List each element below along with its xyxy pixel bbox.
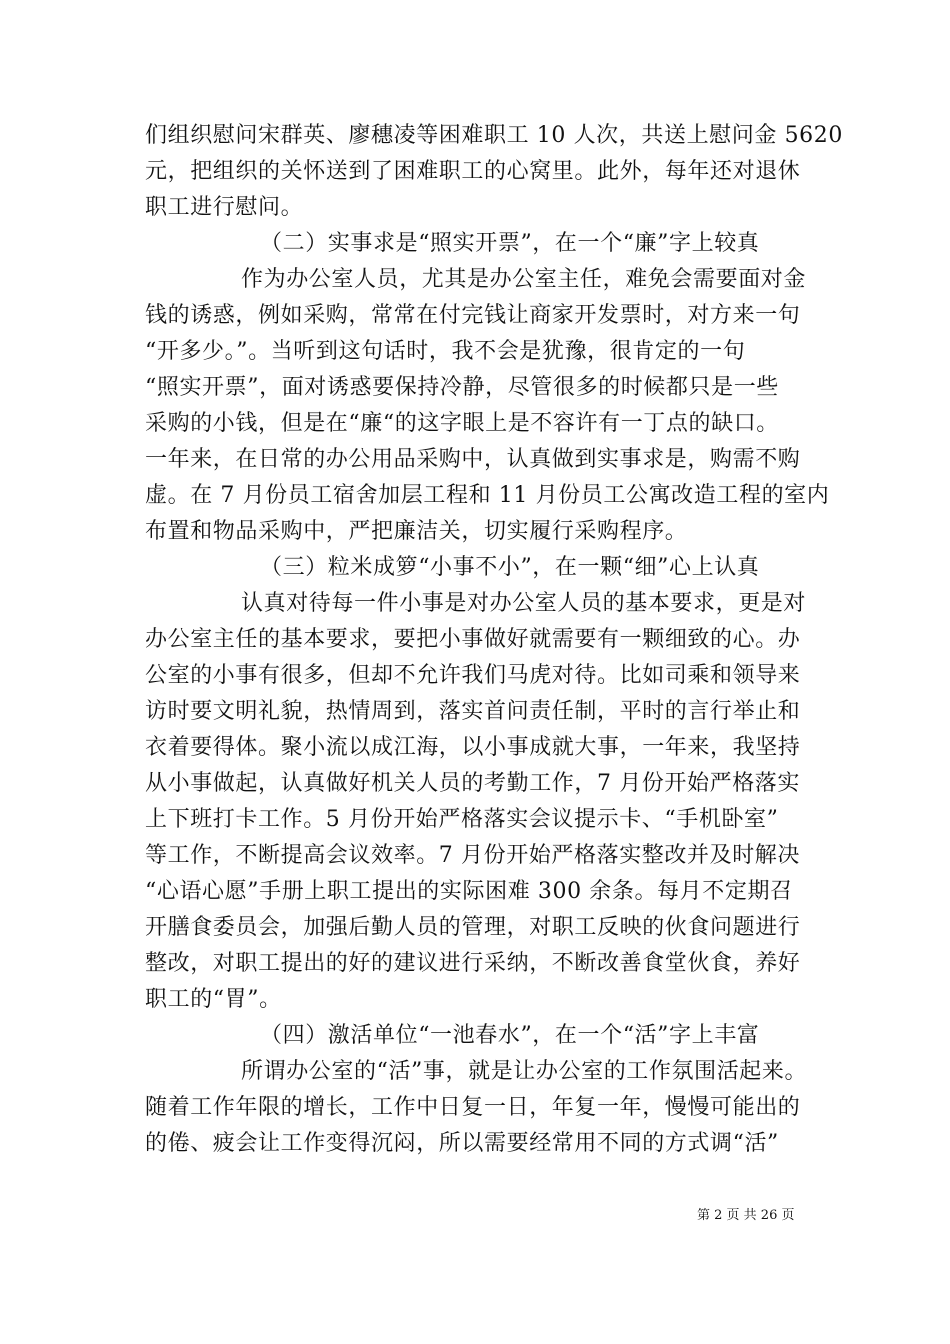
body-line: 认真对待每一件小事是对办公室人员的基本要求，更是对 [241, 591, 807, 616]
body-line: 从小事做起，认真做好机关人员的考勤工作，7 月份开始严格落实 [145, 771, 800, 796]
body-line: 的倦、疲会让工作变得沉闷，所以需要经常用不同的方式调“活” [145, 1131, 779, 1156]
body-line: 元，把组织的关怀送到了困难职工的心窝里。此外，每年还对退休 [145, 159, 801, 184]
body-line: 办公室主任的基本要求，要把小事做好就需要有一颗细致的心。办 [145, 627, 801, 652]
body-line: 等工作，不断提高会议效率。7 月份开始严格落实整改并及时解决 [145, 843, 800, 868]
body-line: 虚。在 7 月份员工宿舍加层工程和 11 月份员工公寓改造工程的室内 [145, 483, 830, 508]
document-body [145, 118, 843, 1162]
body-line: 职工的“胃”。 [145, 987, 282, 1012]
body-line: 上下班打卡工作。5 月份开始严格落实会议提示卡、“手机卧室” [145, 807, 779, 832]
body-line: 作为办公室人员，尤其是办公室主任，难免会需要面对金 [241, 267, 807, 292]
section-heading-2: （二）实事求是“照实开票”，在一个“廉”字上较真 [260, 231, 760, 256]
body-line: 一年来，在日常的办公用品采购中，认真做到实事求是，购需不购 [145, 447, 801, 472]
body-line: 所谓办公室的“活”事，就是让办公室的工作氛围活起来。 [241, 1059, 808, 1084]
body-line: 公室的小事有很多，但却不允许我们马虎对待。比如司乘和领导来 [145, 663, 801, 688]
body-line: 钱的诱惑，例如采购，常常在付完钱让商家开发票时，对方来一句 [145, 303, 801, 328]
body-line: “照实开票”，面对诱惑要保持冷静，尽管很多的时候都只是一些 [145, 375, 779, 400]
body-line: 布置和物品采购中，严把廉洁关，切实履行采购程序。 [145, 519, 688, 544]
body-line: 整改，对职工提出的好的建议进行采纳，不断改善食堂伙食，养好 [145, 951, 801, 976]
body-line: 职工进行慰问。 [145, 195, 304, 220]
body-line: 开膳食委员会，加强后勤人员的管理，对职工反映的伙食问题进行 [145, 915, 801, 940]
body-line: 们组织慰问宋群英、廖穗凌等困难职工 10 人次，共送上慰问金 5620 [145, 123, 843, 148]
body-line: 衣着要得体。聚小流以成江海，以小事成就大事，一年来，我坚持 [145, 735, 801, 760]
section-heading-4: （四）激活单位“一池春水”，在一个“活”字上丰富 [260, 1023, 760, 1048]
section-heading-3: （三）粒米成箩“小事不小”，在一颗“细”心上认真 [260, 555, 760, 580]
body-line: 随着工作年限的增长，工作中日复一日，年复一年，慢慢可能出的 [145, 1095, 801, 1120]
page-number-footer: 第 2 页 共 26 页 [697, 1208, 795, 1223]
body-line: 采购的小钱，但是在“廉“的这字眼上是不容许有一丁点的缺口。 [145, 411, 779, 436]
body-line: 访时要文明礼貌，热情周到，落实首问责任制，平时的言行举止和 [145, 699, 801, 724]
body-line: “心语心愿”手册上职工提出的实际困难 300 余条。每月不定期召 [145, 879, 793, 904]
body-line: “开多少。”。当听到这句话时，我不会是犹豫，很肯定的一句 [145, 339, 746, 364]
